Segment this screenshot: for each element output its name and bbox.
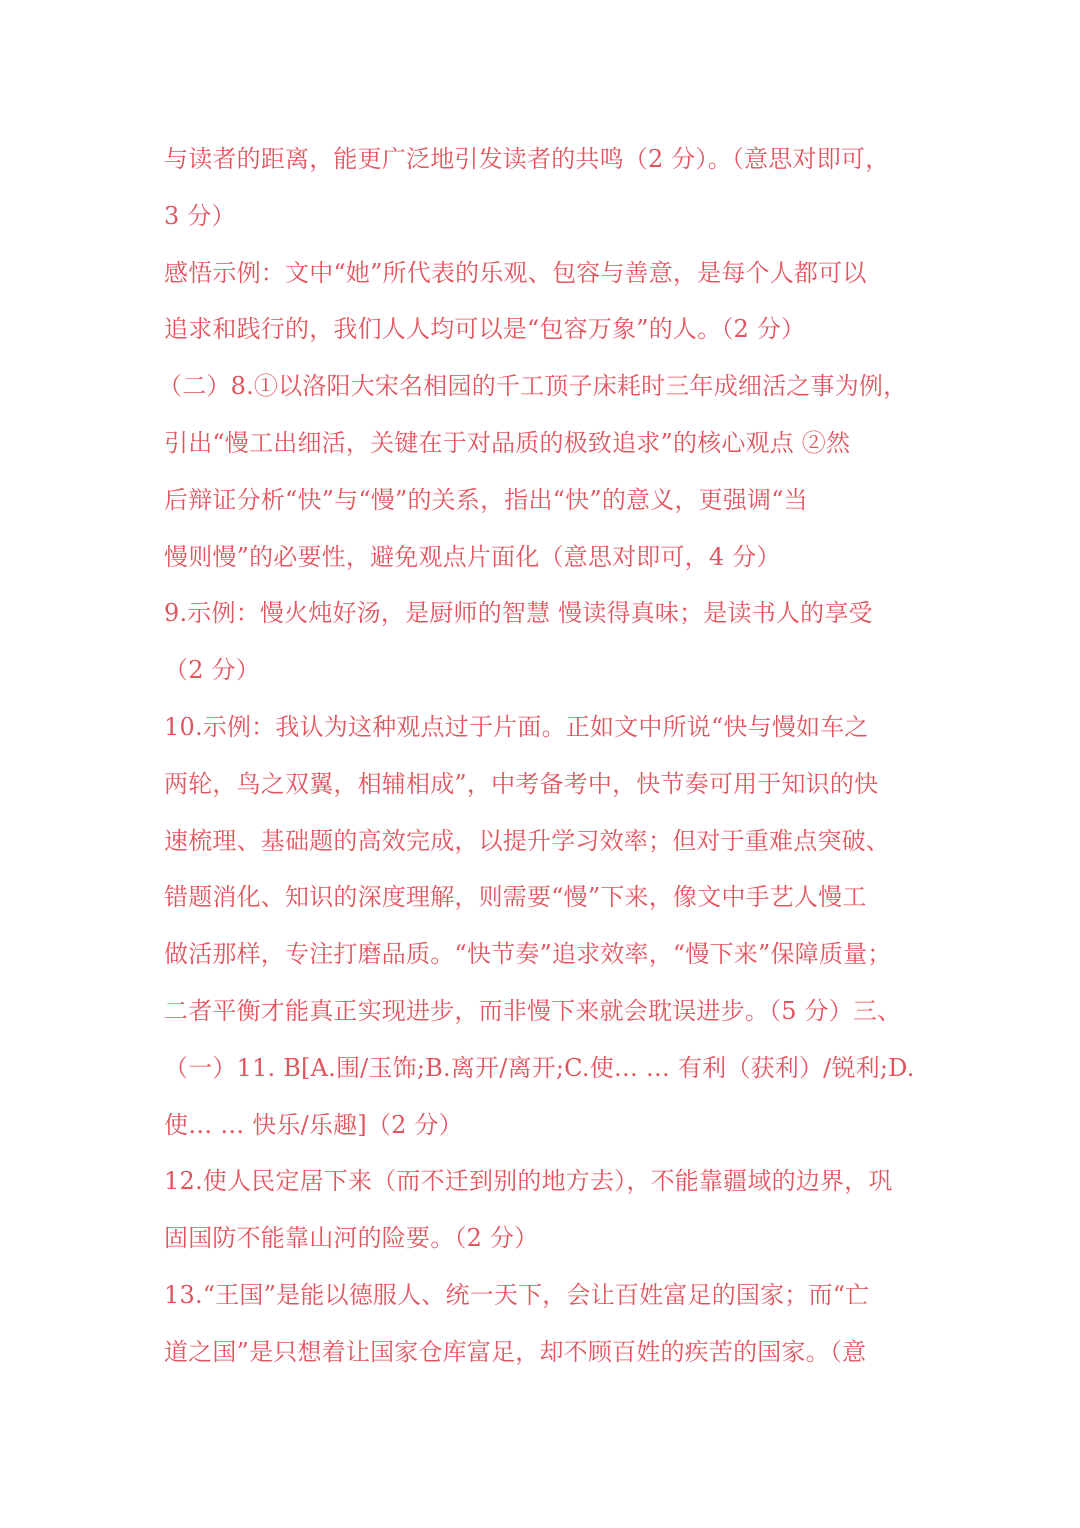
text-line: 引出“慢工出细活，关键在于对品质的极致追求”的核心观点 ②然	[164, 428, 851, 457]
text-line: 道之国”是只想着让国家仓库富足，却不顾百姓的疾苦的国家。（意	[164, 1337, 867, 1366]
text-line: 追求和践行的，我们人人均可以是“包容万象”的人。（2 分）	[164, 315, 806, 344]
text-line: （二）8.①以洛阳大宋名相园的千工顶子床耗时三年成细活之事为例，	[158, 372, 908, 401]
text-line: 错题消化、知识的深度理解，则需要“慢”下来，像文中手艺人慢工	[164, 883, 867, 912]
text-line: 两轮，鸟之双翼，相辅相成”，中考备考中，快节奏可用于知识的快	[164, 769, 879, 798]
answer-text-block	[158, 131, 934, 1381]
text-line: 后辩证分析“快”与“慢”的关系，指出“快”的意义，更强调“当	[164, 485, 808, 514]
text-line: 速梳理、基础题的高效完成，以提升学习效率；但对于重难点突破、	[164, 826, 890, 855]
text-line: 使… … 快乐/乐趣]（2 分）	[164, 1110, 463, 1139]
text-line: （一）11. B[A.围/玉饰;B.离开/离开;C.使… … 有利（获利）/锐利;D.	[164, 1053, 915, 1082]
text-line: 二者平衡才能真正实现进步，而非慢下来就会耽误进步。（5 分）三、	[164, 996, 902, 1025]
text-line: 慢则慢”的必要性，避免观点片面化（意思对即可，4 分）	[164, 542, 781, 571]
text-line: 感悟示例：文中“她”所代表的乐观、包容与善意，是每个人都可以	[164, 258, 867, 287]
text-line: 固国防不能靠山河的险要。（2 分）	[164, 1224, 539, 1253]
text-line: 10.示例：我认为这种观点过于片面。正如文中所说“快与慢如车之	[164, 712, 869, 741]
text-line: 与读者的距离，能更广泛地引发读者的共鸣（2 分）。（意思对即可，	[164, 145, 890, 173]
text-line: 3 分）	[164, 201, 236, 230]
text-line: （2 分）	[164, 656, 260, 685]
text-line: 13.“王国”是能以德服人、统一天下，会让百姓富足的国家；而“亡	[164, 1280, 870, 1309]
text-line: 12.使人民定居下来（而不迁到别的地方去），不能靠疆域的边界，巩	[164, 1167, 893, 1196]
text-line: 做活那样，专注打磨品质。“快节奏”追求效率，“慢下来”保障质量；	[164, 940, 892, 969]
text-line: 9.示例：慢火炖好汤，是厨师的智慧 慢读得真味；是读书人的享受	[164, 599, 873, 628]
